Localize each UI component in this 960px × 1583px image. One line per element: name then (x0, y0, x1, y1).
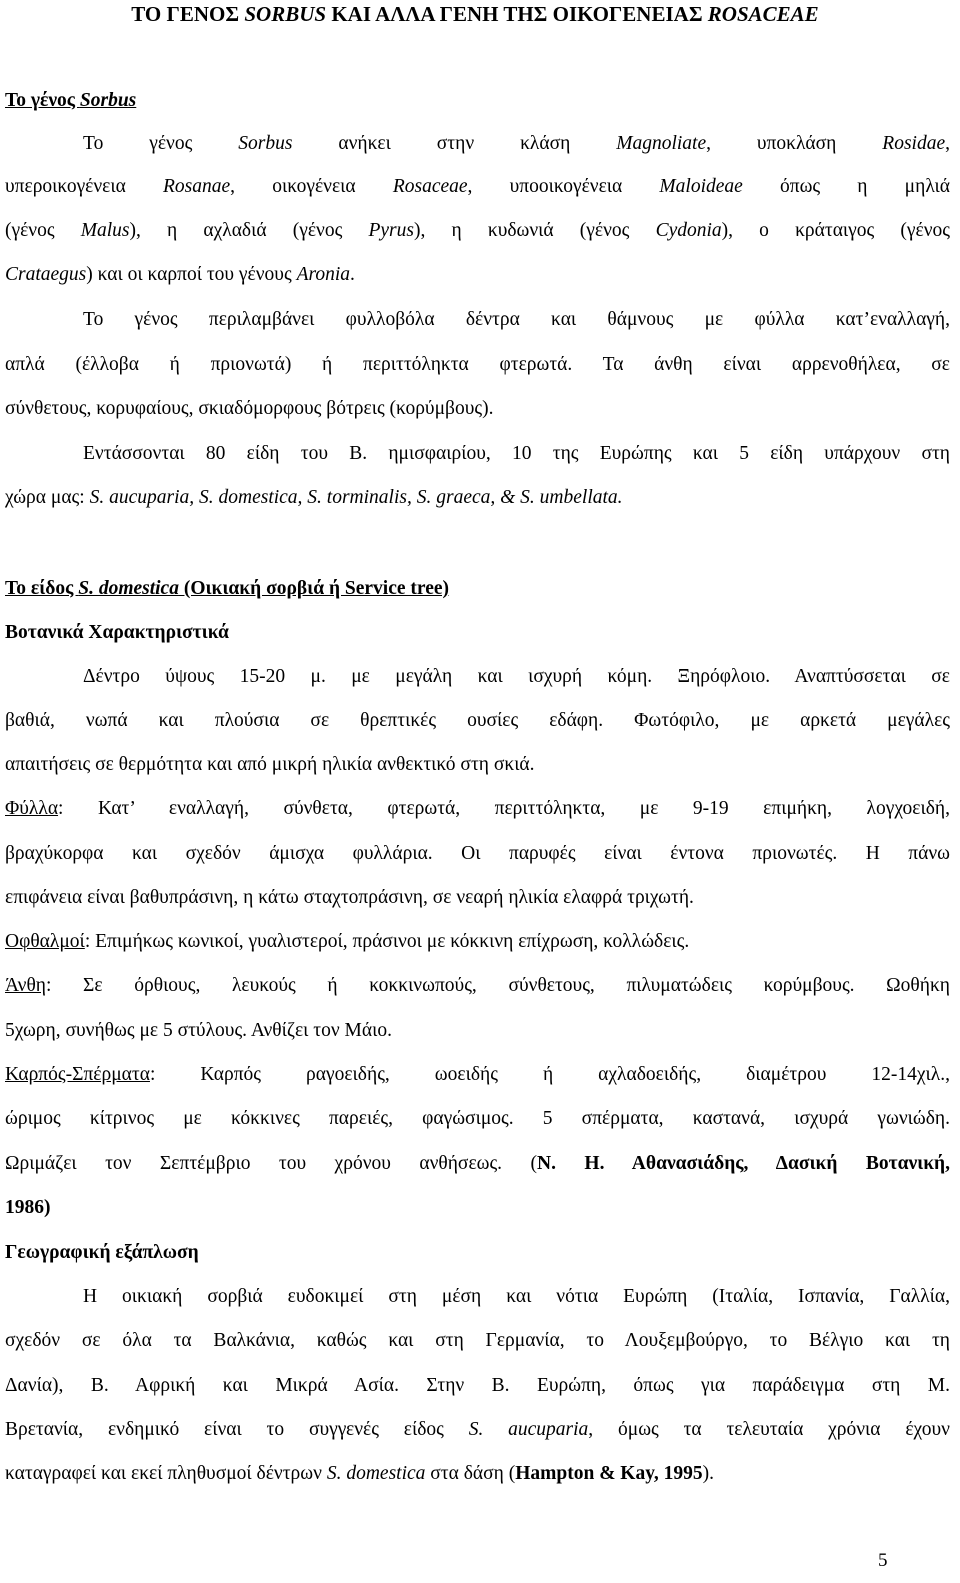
paragraph-line: βαθιά, νωπά και πλούσια σε θρεπτικές ουσίες εδάφη. Φωτόφιλο, με αρκετά μεγάλες (5, 710, 950, 731)
paragraph-line: επιφάνεια είναι βαθυπράσινη, η κάτω σταχτοπράσινη, σε νεαρή ηλικία ελαφρά τριχωτή. (5, 887, 694, 908)
paragraph-line: Το γένος περιλαμβάνει φυλλοβόλα δέντρα και θάμνους με φύλλα κατ’εναλλαγή, (83, 309, 950, 330)
citation-year: 1986) (5, 1197, 51, 1218)
paragraph-line: Εντάσσονται 80 είδη του Β. ημισφαιρίου, 10 της Ευρώπης και 5 είδη υπάρχουν στη (83, 443, 950, 464)
buds-label: Οφθαλμοί (5, 931, 85, 952)
leaves-label: Φύλλα (5, 798, 59, 819)
paragraph-line: Ωριμάζει τον Σεπτέμβριο του χρόνου ανθήσεως. (Ν. Η. Αθανασιάδης, Δασική Βοτανική, (5, 1153, 950, 1174)
paragraph-line: απαιτήσεις σε θερμότητα και από μικρή ηλικία ανθεκτικό στη σκιά. (5, 754, 535, 775)
buds-line: Οφθαλμοί: Επιμήκως κωνικοί, γυαλιστεροί, πράσινοι με κόκκινη επίχρωση, κολλώδεις. (5, 931, 690, 952)
paragraph-line: σύνθετους, κορυφαίους, σκιαδόμορφους βότρεις (κορύμβους). (5, 398, 494, 419)
fruit-label: Καρπός-Σπέρματα (5, 1064, 150, 1085)
citation: Hampton & Kay, 1995 (515, 1463, 703, 1484)
leaves-line: Φύλλα: Κατ’ εναλλαγή, σύνθετα, φτερωτά, περιττόληκτα, με 9-19 επιμήκη, λογχοειδή, (5, 798, 950, 819)
section-heading-distribution: Γεωγραφική εξάπλωση (5, 1242, 199, 1263)
citation: Ν. Η. Αθανασιάδης, Δασική Βοτανική, (537, 1153, 950, 1174)
fruit-line: Καρπός-Σπέρματα: Καρπός ραγοειδής, ωοειδής ή αχλαδοειδής, διαμέτρου 12-14χιλ., (5, 1064, 950, 1085)
paragraph-line: ώριμος κίτρινος με κόκκινες παρειές, φαγώσιμος. 5 σπέρματα, καστανά, ισχυρά γωνιώδη. (5, 1108, 950, 1129)
section-heading-domestica: Το είδος S. domestica (Οικιακή σορβιά ή Service tree) (5, 578, 450, 599)
paragraph-line: Η οικιακή σορβιά ευδοκιμεί στη μέση και νότια Ευρώπη (Ιταλία, Ισπανία, Γαλλία, (83, 1286, 950, 1307)
flowers-line: Άνθη: Σε όρθιους, λευκούς ή κοκκινωπούς, σύνθετους, πιλυματώδεις κορύμβους. Ωοθήκη (5, 975, 950, 996)
paragraph-line: 5χωρη, συνήθως με 5 στύλους. Ανθίζει τον Μάιο. (5, 1020, 392, 1041)
paragraph-line: Δανία), Β. Αφρική και Μικρά Ασία. Στην Β. Ευρώπη, όπως για παράδειγμα στη Μ. (5, 1375, 950, 1396)
paragraph-line: χώρα μας: S. aucuparia, S. domestica, S. torminalis, S. graeca, & S. umbellata. (5, 487, 623, 508)
section-heading-sorbus: Το γένος Sorbus (5, 90, 137, 111)
paragraph-line: απλά (έλλοβα ή πριονωτά) ή περιττόληκτα φτερωτά. Τα άνθη είναι αρρενοθήλεα, σε (5, 354, 950, 375)
paragraph-line: Crataegus) και οι καρποί του γένους Aronia. (5, 264, 355, 285)
page-number: 5 (878, 1550, 888, 1571)
paragraph-line: βραχύκορφα και σχεδόν άμισχα φυλλάρια. Οι παρυφές είναι έντονα πριονωτές. Η πάνω (5, 843, 950, 864)
paragraph-line: (γένος Malus), η αχλαδιά (γένος Pyrus), η κυδωνιά (γένος Cydonia), ο κράταιγος (γένος (5, 220, 950, 241)
paragraph-line: Βρετανία, ενδημικό είναι το συγγενές είδος S. aucuparia, όμως τα τελευταία χρόνια έχουν (5, 1419, 950, 1440)
flowers-label: Άνθη (5, 975, 46, 996)
paragraph-line: Δέντρο ύψους 15-20 μ. με μεγάλη και ισχυρή κόμη. Ξηρόφλοιο. Αναπτύσσεται σε (83, 666, 950, 687)
paragraph-line: υπεροικογένεια Rosanae, οικογένεια Rosaceae, υποοικογένεια Maloideae όπως η μηλιά (5, 176, 951, 197)
paragraph-line: καταγραφεί και εκεί πληθυσμοί δέντρων S. domestica στα δάση (Hampton & Kay, 1995). (5, 1463, 715, 1484)
paragraph-line: σχεδόν σε όλα τα Βαλκάνια, καθώς και στη Γερμανία, το Λουξεμβούργο, το Βέλγιο και τη (5, 1330, 950, 1351)
paragraph-line: Το γένος Sorbus ανήκει στην κλάση Magnoliate, υποκλάση Rosidae, (83, 133, 950, 154)
subheading-botanical: Βοτανικά Χαρακτηριστικά (5, 622, 229, 643)
document-title: ΤΟ ΓΕΝΟΣ SORBUS ΚΑΙ ΑΛΛΑ ΓΕΝΗ ΤΗΣ ΟΙΚΟΓΕΝΕΙΑΣ ROSACEAE (131, 2, 819, 26)
